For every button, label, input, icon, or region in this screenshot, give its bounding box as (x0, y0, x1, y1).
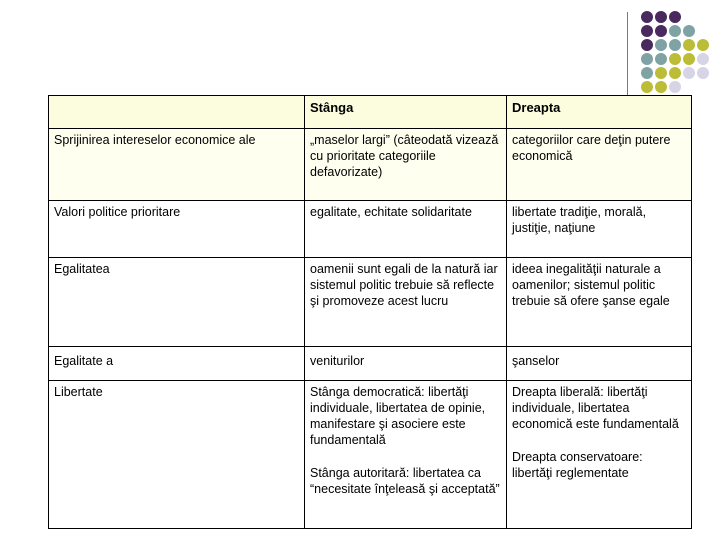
row-label: Egalitatea (49, 258, 305, 347)
decorative-dot (641, 67, 653, 79)
row-label: Libertate (49, 381, 305, 529)
decorative-dot (683, 53, 695, 65)
table-row (49, 201, 692, 258)
row-right-cell (507, 201, 692, 258)
row-left-cell (305, 347, 507, 381)
decorative-dot (669, 67, 681, 79)
decorative-dot (683, 25, 695, 37)
cell-text: categoriilor care deţin putere economică (512, 133, 671, 163)
decorative-dot (655, 53, 667, 65)
header-right: Dreapta (507, 96, 692, 129)
decorative-dot (669, 11, 681, 23)
table-header-row (49, 96, 692, 129)
cell-text: libertate tradiţie, morală, justiţie, naţiune (512, 205, 647, 235)
cell-text: „maselor largi” (câteodată vizează cu prioritate categoriile defavorizate) (310, 133, 499, 179)
row-right-cell (507, 258, 692, 347)
decorative-dot (669, 81, 681, 93)
comparison-table (48, 95, 692, 529)
decorative-dot (697, 67, 709, 79)
row-left-cell (305, 129, 507, 201)
row-right-cell (507, 129, 692, 201)
decorative-dot (697, 53, 709, 65)
cell-text: egalitate, echitate solidaritate (310, 205, 472, 219)
row-left-cell (305, 381, 507, 529)
decorative-dot (655, 67, 667, 79)
row-left-cell (305, 201, 507, 258)
decorative-dot (669, 25, 681, 37)
cell-text: oamenii sunt egali de la natură iar sistemul politic trebuie să reflecte şi promoveze acest lucru (310, 262, 498, 308)
decorative-dot (655, 81, 667, 93)
row-left-cell (305, 258, 507, 347)
decorative-dot (641, 81, 653, 93)
row-label: Valori politice prioritare (49, 201, 305, 258)
decorative-dot (669, 39, 681, 51)
row-right-cell (507, 381, 692, 529)
cell-text: Stânga democratică: libertăţi individuale, libertatea de opinie, manifestare şi asociere este fundamentală (310, 385, 486, 447)
table-row (49, 258, 692, 347)
decorative-dot-grid (0, 0, 720, 110)
decorative-dot (641, 11, 653, 23)
decorative-dot (683, 39, 695, 51)
decorative-dot (655, 39, 667, 51)
cell-text: Stânga autoritară: libertatea ca “necesitate înţeleasă şi acceptată” (310, 466, 500, 496)
row-label: Sprijinirea intereselor economice ale (49, 129, 305, 201)
decorative-dot (641, 53, 653, 65)
table-row (49, 347, 692, 381)
cell-text: Dreapta conservatoare: libertăţi reglementate (512, 450, 643, 480)
decorative-dot (641, 39, 653, 51)
decorative-dot (697, 39, 709, 51)
row-label: Egalitate a (49, 347, 305, 381)
decorative-dot (669, 53, 681, 65)
cell-text: ideea inegalităţii naturale a oamenilor; sistemul politic trebuie să ofere şanse egale (512, 262, 670, 308)
decorative-dot (655, 25, 667, 37)
decorative-dot (683, 67, 695, 79)
header-left: Stânga (305, 96, 507, 129)
cell-text: Dreapta liberală: libertăţi individuale, libertatea economică este fundamentală (512, 385, 679, 431)
table-row (49, 381, 692, 529)
cell-text: veniturilor (310, 354, 365, 368)
decorative-dot (641, 25, 653, 37)
header-empty-cell (49, 96, 305, 129)
cell-text: şanselor (512, 354, 560, 368)
row-right-cell (507, 347, 692, 381)
decorative-dot (655, 11, 667, 23)
table-row (49, 129, 692, 201)
